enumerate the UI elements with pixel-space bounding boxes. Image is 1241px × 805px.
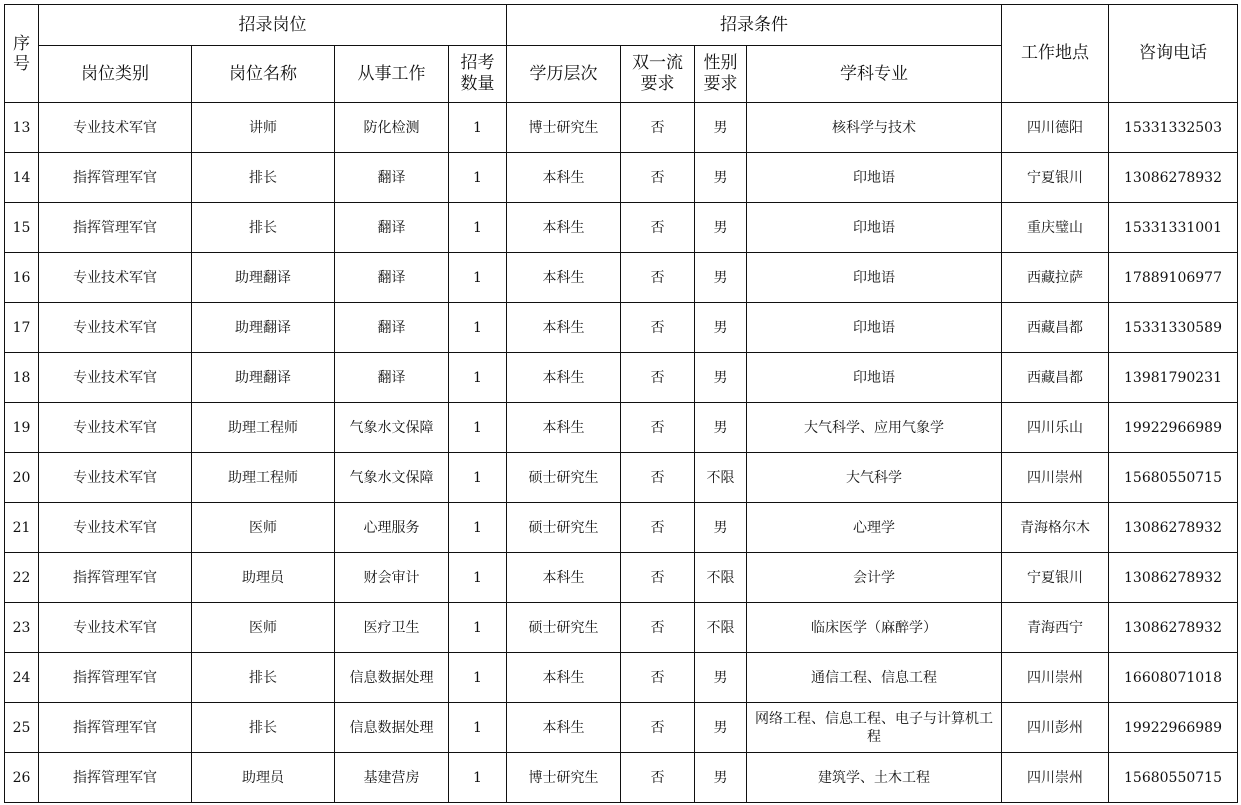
cell-education: 博士研究生 — [507, 103, 621, 153]
cell-location: 重庆璧山 — [1002, 203, 1109, 253]
cell-category: 指挥管理军官 — [39, 653, 192, 703]
cell-major: 印地语 — [747, 253, 1002, 303]
cell-quota: 1 — [449, 203, 507, 253]
cell-gender: 男 — [695, 403, 747, 453]
cell-double-first: 否 — [621, 353, 695, 403]
cell-quota: 1 — [449, 553, 507, 603]
cell-category: 专业技术军官 — [39, 253, 192, 303]
cell-double-first: 否 — [621, 103, 695, 153]
cell-double-first: 否 — [621, 253, 695, 303]
header-title: 岗位名称 — [192, 46, 335, 103]
cell-index: 26 — [5, 753, 39, 803]
header-education: 学历层次 — [507, 46, 621, 103]
header-location: 工作地点 — [1002, 5, 1109, 103]
cell-location: 四川德阳 — [1002, 103, 1109, 153]
cell-quota: 1 — [449, 703, 507, 753]
cell-gender: 男 — [695, 303, 747, 353]
cell-quota: 1 — [449, 253, 507, 303]
table-row — [5, 603, 1238, 653]
cell-education: 本科生 — [507, 353, 621, 403]
cell-phone: 15331330589 — [1109, 303, 1238, 353]
cell-major: 核科学与技术 — [747, 103, 1002, 153]
table-row — [5, 653, 1238, 703]
cell-quota: 1 — [449, 753, 507, 803]
cell-major: 会计学 — [747, 553, 1002, 603]
cell-gender: 不限 — [695, 453, 747, 503]
cell-location: 四川崇州 — [1002, 453, 1109, 503]
table-row — [5, 153, 1238, 203]
cell-work: 防化检测 — [335, 103, 449, 153]
cell-phone: 13086278932 — [1109, 503, 1238, 553]
cell-education: 硕士研究生 — [507, 453, 621, 503]
cell-gender: 男 — [695, 103, 747, 153]
cell-category: 专业技术军官 — [39, 353, 192, 403]
cell-double-first: 否 — [621, 153, 695, 203]
cell-location: 宁夏银川 — [1002, 553, 1109, 603]
cell-education: 本科生 — [507, 553, 621, 603]
cell-index: 15 — [5, 203, 39, 253]
cell-title: 讲师 — [192, 103, 335, 153]
cell-category: 指挥管理军官 — [39, 553, 192, 603]
cell-quota: 1 — [449, 403, 507, 453]
cell-double-first: 否 — [621, 653, 695, 703]
cell-index: 24 — [5, 653, 39, 703]
cell-double-first: 否 — [621, 503, 695, 553]
header-work: 从事工作 — [335, 46, 449, 103]
cell-title: 助理员 — [192, 753, 335, 803]
cell-index: 14 — [5, 153, 39, 203]
cell-title: 医师 — [192, 603, 335, 653]
cell-phone: 15680550715 — [1109, 753, 1238, 803]
cell-work: 翻译 — [335, 253, 449, 303]
cell-gender: 男 — [695, 503, 747, 553]
table-row — [5, 503, 1238, 553]
cell-location: 四川崇州 — [1002, 753, 1109, 803]
cell-education: 本科生 — [507, 203, 621, 253]
cell-double-first: 否 — [621, 603, 695, 653]
cell-index: 19 — [5, 403, 39, 453]
cell-index: 16 — [5, 253, 39, 303]
table-body — [5, 103, 1238, 803]
document-page — [4, 4, 1238, 803]
cell-gender: 男 — [695, 153, 747, 203]
cell-double-first: 否 — [621, 703, 695, 753]
table-row — [5, 103, 1238, 153]
cell-title: 助理翻译 — [192, 253, 335, 303]
cell-major: 网络工程、信息工程、电子与计算机工程 — [747, 703, 1002, 753]
cell-work: 气象水文保障 — [335, 403, 449, 453]
cell-title: 助理工程师 — [192, 403, 335, 453]
cell-phone: 13981790231 — [1109, 353, 1238, 403]
cell-location: 青海西宁 — [1002, 603, 1109, 653]
cell-category: 专业技术军官 — [39, 453, 192, 503]
header-group-conditions: 招录条件 — [507, 5, 1002, 46]
cell-education: 本科生 — [507, 403, 621, 453]
cell-gender: 男 — [695, 253, 747, 303]
cell-title: 排长 — [192, 203, 335, 253]
cell-gender: 男 — [695, 703, 747, 753]
cell-work: 翻译 — [335, 353, 449, 403]
cell-index: 13 — [5, 103, 39, 153]
cell-category: 专业技术军官 — [39, 103, 192, 153]
cell-category: 专业技术军官 — [39, 603, 192, 653]
header-double-first: 双一流要求 — [621, 46, 695, 103]
cell-category: 专业技术军官 — [39, 503, 192, 553]
cell-category: 指挥管理军官 — [39, 753, 192, 803]
cell-education: 硕士研究生 — [507, 503, 621, 553]
cell-quota: 1 — [449, 303, 507, 353]
cell-gender: 男 — [695, 753, 747, 803]
cell-phone: 13086278932 — [1109, 603, 1238, 653]
cell-title: 排长 — [192, 653, 335, 703]
cell-phone: 19922966989 — [1109, 403, 1238, 453]
cell-phone: 15680550715 — [1109, 453, 1238, 503]
table-row — [5, 203, 1238, 253]
cell-double-first: 否 — [621, 403, 695, 453]
header-major: 学科专业 — [747, 46, 1002, 103]
cell-category: 专业技术军官 — [39, 403, 192, 453]
cell-phone: 16608071018 — [1109, 653, 1238, 703]
cell-category: 指挥管理军官 — [39, 703, 192, 753]
cell-work: 翻译 — [335, 303, 449, 353]
cell-work: 医疗卫生 — [335, 603, 449, 653]
cell-double-first: 否 — [621, 553, 695, 603]
cell-major: 印地语 — [747, 153, 1002, 203]
cell-location: 青海格尔木 — [1002, 503, 1109, 553]
cell-phone: 15331331001 — [1109, 203, 1238, 253]
cell-major: 印地语 — [747, 303, 1002, 353]
table-row — [5, 253, 1238, 303]
cell-work: 信息数据处理 — [335, 703, 449, 753]
cell-location: 西藏拉萨 — [1002, 253, 1109, 303]
cell-category: 指挥管理军官 — [39, 203, 192, 253]
cell-education: 本科生 — [507, 253, 621, 303]
cell-work: 气象水文保障 — [335, 453, 449, 503]
table-row — [5, 703, 1238, 753]
cell-quota: 1 — [449, 603, 507, 653]
table-row — [5, 303, 1238, 353]
cell-major: 大气科学 — [747, 453, 1002, 503]
cell-quota: 1 — [449, 153, 507, 203]
cell-quota: 1 — [449, 353, 507, 403]
cell-quota: 1 — [449, 103, 507, 153]
header-gender: 性别要求 — [695, 46, 747, 103]
cell-title: 医师 — [192, 503, 335, 553]
cell-location: 四川崇州 — [1002, 653, 1109, 703]
cell-index: 21 — [5, 503, 39, 553]
cell-double-first: 否 — [621, 203, 695, 253]
cell-education: 本科生 — [507, 703, 621, 753]
cell-education: 博士研究生 — [507, 753, 621, 803]
cell-education: 本科生 — [507, 303, 621, 353]
cell-category: 专业技术军官 — [39, 303, 192, 353]
cell-quota: 1 — [449, 503, 507, 553]
header-index: 序号 — [5, 5, 39, 103]
cell-phone: 19922966989 — [1109, 703, 1238, 753]
cell-major: 临床医学（麻醉学） — [747, 603, 1002, 653]
cell-double-first: 否 — [621, 453, 695, 503]
cell-major: 心理学 — [747, 503, 1002, 553]
table-row — [5, 453, 1238, 503]
cell-education: 本科生 — [507, 653, 621, 703]
cell-index: 22 — [5, 553, 39, 603]
table-row — [5, 753, 1238, 803]
cell-title: 助理翻译 — [192, 353, 335, 403]
cell-work: 基建营房 — [335, 753, 449, 803]
header-category: 岗位类别 — [39, 46, 192, 103]
cell-gender: 男 — [695, 203, 747, 253]
header-phone: 咨询电话 — [1109, 5, 1238, 103]
cell-phone: 17889106977 — [1109, 253, 1238, 303]
cell-gender: 男 — [695, 653, 747, 703]
cell-title: 排长 — [192, 153, 335, 203]
cell-quota: 1 — [449, 653, 507, 703]
cell-location: 西藏昌都 — [1002, 303, 1109, 353]
header-group-position: 招录岗位 — [39, 5, 507, 46]
cell-work: 心理服务 — [335, 503, 449, 553]
cell-location: 四川彭州 — [1002, 703, 1109, 753]
cell-location: 西藏昌都 — [1002, 353, 1109, 403]
cell-work: 信息数据处理 — [335, 653, 449, 703]
cell-gender: 男 — [695, 353, 747, 403]
cell-location: 四川乐山 — [1002, 403, 1109, 453]
cell-education: 本科生 — [507, 153, 621, 203]
cell-title: 助理翻译 — [192, 303, 335, 353]
cell-index: 20 — [5, 453, 39, 503]
cell-major: 通信工程、信息工程 — [747, 653, 1002, 703]
cell-quota: 1 — [449, 453, 507, 503]
table-row — [5, 403, 1238, 453]
cell-phone: 13086278932 — [1109, 153, 1238, 203]
table-row — [5, 353, 1238, 403]
cell-index: 25 — [5, 703, 39, 753]
cell-index: 18 — [5, 353, 39, 403]
cell-double-first: 否 — [621, 303, 695, 353]
cell-double-first: 否 — [621, 753, 695, 803]
cell-category: 指挥管理军官 — [39, 153, 192, 203]
cell-work: 财会审计 — [335, 553, 449, 603]
header-quota: 招考数量 — [449, 46, 507, 103]
cell-location: 宁夏银川 — [1002, 153, 1109, 203]
cell-work: 翻译 — [335, 203, 449, 253]
table-row — [5, 553, 1238, 603]
cell-work: 翻译 — [335, 153, 449, 203]
cell-phone: 13086278932 — [1109, 553, 1238, 603]
cell-gender: 不限 — [695, 603, 747, 653]
cell-gender: 不限 — [695, 553, 747, 603]
cell-education: 硕士研究生 — [507, 603, 621, 653]
cell-phone: 15331332503 — [1109, 103, 1238, 153]
cell-major: 印地语 — [747, 203, 1002, 253]
cell-index: 23 — [5, 603, 39, 653]
cell-major: 大气科学、应用气象学 — [747, 403, 1002, 453]
header-row-top — [5, 5, 1238, 46]
recruitment-table — [4, 4, 1238, 803]
cell-major: 印地语 — [747, 353, 1002, 403]
cell-major: 建筑学、土木工程 — [747, 753, 1002, 803]
cell-title: 助理员 — [192, 553, 335, 603]
cell-title: 助理工程师 — [192, 453, 335, 503]
cell-title: 排长 — [192, 703, 335, 753]
cell-index: 17 — [5, 303, 39, 353]
